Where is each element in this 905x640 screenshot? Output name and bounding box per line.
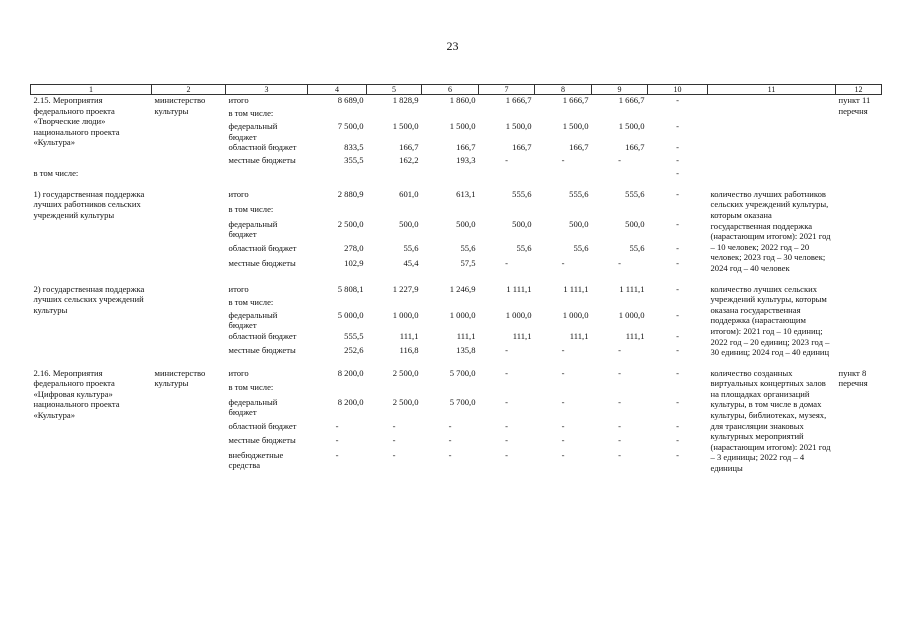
amount-cell: 555,6 <box>512 188 532 199</box>
intermediate-row <box>31 168 882 179</box>
col10-cell: - <box>676 283 679 294</box>
amount-cell: - <box>618 420 621 431</box>
funding-source: областной бюджет <box>228 331 297 342</box>
column-number-3: 3 <box>226 85 308 95</box>
col10-cell: - <box>676 396 679 407</box>
amount-cell <box>367 108 422 121</box>
amount-cell: - <box>561 258 565 269</box>
col10-cell: - <box>676 258 679 269</box>
column-number-11: 11 <box>708 85 836 95</box>
executor <box>152 284 226 358</box>
amount-cell: 116,8 <box>399 344 419 355</box>
amount-cell: - <box>505 420 508 431</box>
amount-cell: 2 500,0 <box>337 218 364 229</box>
amount-cell: 55,6 <box>516 243 532 254</box>
column-number-4: 4 <box>308 85 367 95</box>
amount-cell: 1 111,1 <box>619 283 645 294</box>
amount-cell: 1 111,1 <box>563 283 589 294</box>
col10-cell <box>648 108 708 121</box>
executor <box>152 189 226 274</box>
amount-cell: - <box>335 449 339 460</box>
funding-source: местные бюджеты <box>228 258 296 269</box>
column-number-12: 12 <box>836 85 882 95</box>
amount-cell: 1 500,0 <box>505 121 532 131</box>
amount-cell: 55,6 <box>460 243 476 254</box>
funding-source: итого <box>228 188 249 199</box>
amount-cell: 111,1 <box>399 331 419 342</box>
amount-cell: 111,1 <box>456 331 476 342</box>
list-reference <box>836 189 882 274</box>
amount-cell: 166,7 <box>512 142 532 153</box>
blank-cell <box>836 168 882 179</box>
executor: министерство культуры <box>154 367 206 389</box>
table-row <box>31 95 882 109</box>
amount-cell: 1 828,9 <box>392 95 419 105</box>
column-number-1: 1 <box>31 85 152 95</box>
amount-cell: 278,0 <box>344 243 364 254</box>
amount-cell: 1 666,7 <box>562 95 589 105</box>
amount-cell <box>308 382 367 397</box>
measure-name: 2.16. Мероприятия федерального проекта «Цифровая культура» национального проекта «Культура» <box>33 367 120 421</box>
amount-cell: 55,6 <box>629 243 645 254</box>
amount-cell: 555,6 <box>625 188 645 199</box>
amount-cell <box>592 204 648 219</box>
measure-name: 2) государственная поддержка лучших сельских учреждений культуры <box>33 283 145 315</box>
funding-source: в том числе: <box>228 203 274 214</box>
amount-cell <box>422 204 479 219</box>
amount-cell <box>422 382 479 397</box>
section-spacer <box>31 274 882 284</box>
amount-cell: 1 500,0 <box>449 121 476 131</box>
amount-cell: 833,5 <box>344 142 364 153</box>
column-number-5: 5 <box>367 85 422 95</box>
amount-cell: 2 500,0 <box>392 367 419 378</box>
amount-cell: 1 111,1 <box>506 283 532 294</box>
col10-cell: - <box>676 121 679 131</box>
funding-source: итого <box>228 283 249 294</box>
col10-cell <box>648 382 708 397</box>
amount-cell: - <box>561 420 565 431</box>
amount-cell <box>422 108 479 121</box>
amount-cell: - <box>618 449 621 460</box>
funding-source: итого <box>228 367 249 378</box>
table-row <box>31 368 882 383</box>
amount-cell: - <box>561 155 565 166</box>
funding-source: внебюджетные средства <box>228 449 284 471</box>
amount-cell <box>308 204 367 219</box>
amount-cell: 111,1 <box>512 331 532 342</box>
funding-source: в том числе: <box>228 108 274 118</box>
amount-cell: 1 000,0 <box>449 309 476 320</box>
amount-cell <box>592 297 648 310</box>
amount-cell <box>367 297 422 310</box>
amount-cell <box>479 297 535 310</box>
amount-cell <box>592 382 648 397</box>
target-indicator: количество созданных виртуальных концертных залов на площадках организаций культуры, в том числе в домах культуры, библиотеках, музеях, для трансляции знаковых культурных мероприятий (нарастающим итогом): 2021 год – 3 единицы; 2022 год – 4 единицы <box>710 367 831 474</box>
amount-cell: 1 666,7 <box>505 95 532 105</box>
col10-cell: - <box>676 188 679 199</box>
table-row <box>31 189 882 204</box>
amount-cell: - <box>505 396 508 407</box>
column-number-row <box>31 85 882 95</box>
intermediate-label: в том числе: <box>33 168 79 179</box>
amount-cell: - <box>505 155 508 166</box>
amount-cell: 193,3 <box>456 155 476 166</box>
amount-cell: - <box>618 435 621 446</box>
funding-source: в том числе: <box>228 382 274 393</box>
amount-cell: 45,4 <box>403 258 419 269</box>
amount-cell: - <box>392 449 396 460</box>
amount-cell: 166,7 <box>569 142 589 153</box>
amount-cell: - <box>618 258 621 269</box>
list-reference <box>836 284 882 358</box>
list-reference: пункт 11 перечня <box>838 95 871 116</box>
amount-cell: 1 666,7 <box>618 95 645 105</box>
amount-cell: - <box>618 155 621 166</box>
amount-cell <box>308 108 367 121</box>
amount-cell: 135,8 <box>456 344 476 355</box>
amount-cell: 355,5 <box>344 155 364 166</box>
program-table <box>30 84 882 474</box>
col10-cell: - <box>676 449 679 460</box>
col10-cell <box>648 297 708 310</box>
amount-cell: - <box>505 344 508 355</box>
funding-source: местные бюджеты <box>228 155 296 166</box>
amount-cell: - <box>561 435 565 446</box>
amount-cell: 55,6 <box>403 243 419 254</box>
amount-cell: - <box>448 449 452 460</box>
col10-cell: - <box>676 95 679 105</box>
amount-cell <box>367 204 422 219</box>
funding-source: областной бюджет <box>228 420 297 431</box>
amount-cell: 500,0 <box>399 218 419 229</box>
executor: министерство культуры <box>154 95 206 116</box>
col10-cell: - <box>676 435 679 446</box>
amount-cell: - <box>505 258 508 269</box>
amount-cell: 1 500,0 <box>392 121 419 131</box>
amount-cell: 1 000,0 <box>505 309 532 320</box>
funding-source: в том числе: <box>228 296 274 307</box>
amount-cell: 500,0 <box>569 218 589 229</box>
amount-cell: 1 227,9 <box>392 283 419 294</box>
column-number-7: 7 <box>479 85 535 95</box>
amount-cell: 555,6 <box>569 188 589 199</box>
amount-cell: 613,1 <box>456 188 476 199</box>
section-spacer <box>31 358 882 368</box>
funding-source: местные бюджеты <box>228 435 296 446</box>
funding-source: федеральный бюджет <box>228 309 278 331</box>
amount-cell: 166,7 <box>625 142 645 153</box>
amount-cell: - <box>448 435 452 446</box>
amount-cell <box>367 382 422 397</box>
col10-cell: - <box>676 367 679 378</box>
amount-cell: 5 000,0 <box>337 309 364 320</box>
col10-cell: - <box>676 344 679 355</box>
amount-cell <box>422 297 479 310</box>
amount-cell: - <box>505 367 508 378</box>
amount-cell: 111,1 <box>625 331 645 342</box>
amount-cell: - <box>448 420 452 431</box>
col10-cell: - <box>676 142 679 153</box>
amount-cell <box>479 204 535 219</box>
measure-name: 1) государственная поддержка лучших работников сельских учреждений культуры <box>33 188 145 220</box>
list-reference: пункт 8 перечня <box>838 367 868 389</box>
amount-cell <box>479 108 535 121</box>
column-number-8: 8 <box>535 85 592 95</box>
amount-cell <box>535 297 592 310</box>
amount-cell: - <box>561 344 565 355</box>
amount-cell: - <box>618 367 621 378</box>
amount-cell: 1 500,0 <box>618 121 645 131</box>
amount-cell: - <box>335 420 339 431</box>
amount-cell <box>479 382 535 397</box>
amount-cell: 500,0 <box>456 218 476 229</box>
amount-cell: 162,2 <box>399 155 419 166</box>
amount-cell: 7 500,0 <box>337 121 364 131</box>
amount-cell: 2 500,0 <box>392 396 419 407</box>
amount-cell: 57,5 <box>460 258 476 269</box>
table-row <box>31 284 882 297</box>
amount-cell: - <box>561 367 565 378</box>
col10-cell: - <box>676 331 679 342</box>
amount-cell: 500,0 <box>512 218 532 229</box>
amount-cell: 1 000,0 <box>618 309 645 320</box>
amount-cell: - <box>392 420 396 431</box>
column-number-9: 9 <box>592 85 648 95</box>
amount-cell: - <box>618 344 621 355</box>
amount-cell: - <box>392 435 396 446</box>
blank-cell <box>708 168 836 179</box>
amount-cell: - <box>335 435 339 446</box>
col10-cell: - <box>676 168 679 179</box>
amount-cell <box>308 297 367 310</box>
amount-cell: 166,7 <box>456 142 476 153</box>
amount-cell: 55,6 <box>573 243 589 254</box>
amount-cell: 8 200,0 <box>337 367 364 378</box>
column-number-6: 6 <box>422 85 479 95</box>
target-indicator <box>708 95 836 169</box>
amount-cell <box>535 204 592 219</box>
amount-cell <box>535 108 592 121</box>
amount-cell: - <box>561 396 565 407</box>
funding-source: местные бюджеты <box>228 344 296 355</box>
amount-cell: - <box>505 449 508 460</box>
measure-name: 2.15. Мероприятия федерального проекта «Творческие люди» национального проекта «Культура» <box>33 95 120 148</box>
target-indicator: количество лучших сельских учреждений культуры, которым оказана государственная поддержка (нарастающим итогом): 2021 год – 10 единиц; 2022 год – 20 единиц; 2023 год – 30 единиц; 2024 год – 40 единиц <box>710 283 830 358</box>
funding-source: федеральный бюджет <box>228 218 278 240</box>
page-number: 23 <box>446 39 459 53</box>
col10-cell: - <box>676 243 679 254</box>
amount-cell: - <box>505 435 508 446</box>
amount-cell: 8 689,0 <box>337 95 364 105</box>
amount-cell: - <box>561 449 565 460</box>
funding-source: федеральный бюджет <box>228 396 278 418</box>
column-number-2: 2 <box>152 85 226 95</box>
amount-cell: 555,5 <box>344 331 364 342</box>
amount-cell: 500,0 <box>625 218 645 229</box>
amount-cell: 166,7 <box>399 142 419 153</box>
column-number-10: 10 <box>648 85 708 95</box>
amount-cell: 102,9 <box>344 258 364 269</box>
col10-cell: - <box>676 218 679 229</box>
amount-cell: 5 700,0 <box>449 367 476 378</box>
amount-cell: 1 000,0 <box>392 309 419 320</box>
amount-cell <box>535 382 592 397</box>
amount-cell: 1 000,0 <box>562 309 589 320</box>
col10-cell: - <box>676 309 679 320</box>
amount-cell: 1 500,0 <box>562 121 589 131</box>
funding-source: областной бюджет <box>228 243 297 254</box>
amount-cell: 1 246,9 <box>449 283 476 294</box>
amount-cell: 2 880,9 <box>337 188 364 199</box>
amount-cell: 1 860,0 <box>449 95 476 105</box>
col10-cell: - <box>676 420 679 431</box>
funding-source: итого <box>228 95 249 105</box>
target-indicator: количество лучших работников сельских учреждений культуры, которым оказана государственная поддержка (нарастающим итогом): 2021 год – 10 человек; 2022 год – 20 человек; 2023 год – 30 человек; 2024 год – 40 человек <box>710 188 831 273</box>
col10-cell: - <box>676 155 679 166</box>
funding-source: федеральный бюджет <box>228 121 278 142</box>
amount-cell: 5 700,0 <box>449 396 476 407</box>
col10-cell <box>648 204 708 219</box>
funding-source: областной бюджет <box>228 142 297 153</box>
amount-cell: - <box>618 396 621 407</box>
amount-cell: 601,0 <box>399 188 419 199</box>
amount-cell: 5 808,1 <box>337 283 364 294</box>
amount-cell: 111,1 <box>569 331 589 342</box>
amount-cell: 252,6 <box>344 344 364 355</box>
section-spacer <box>31 179 882 189</box>
amount-cell <box>592 108 648 121</box>
amount-cell: 8 200,0 <box>337 396 364 407</box>
